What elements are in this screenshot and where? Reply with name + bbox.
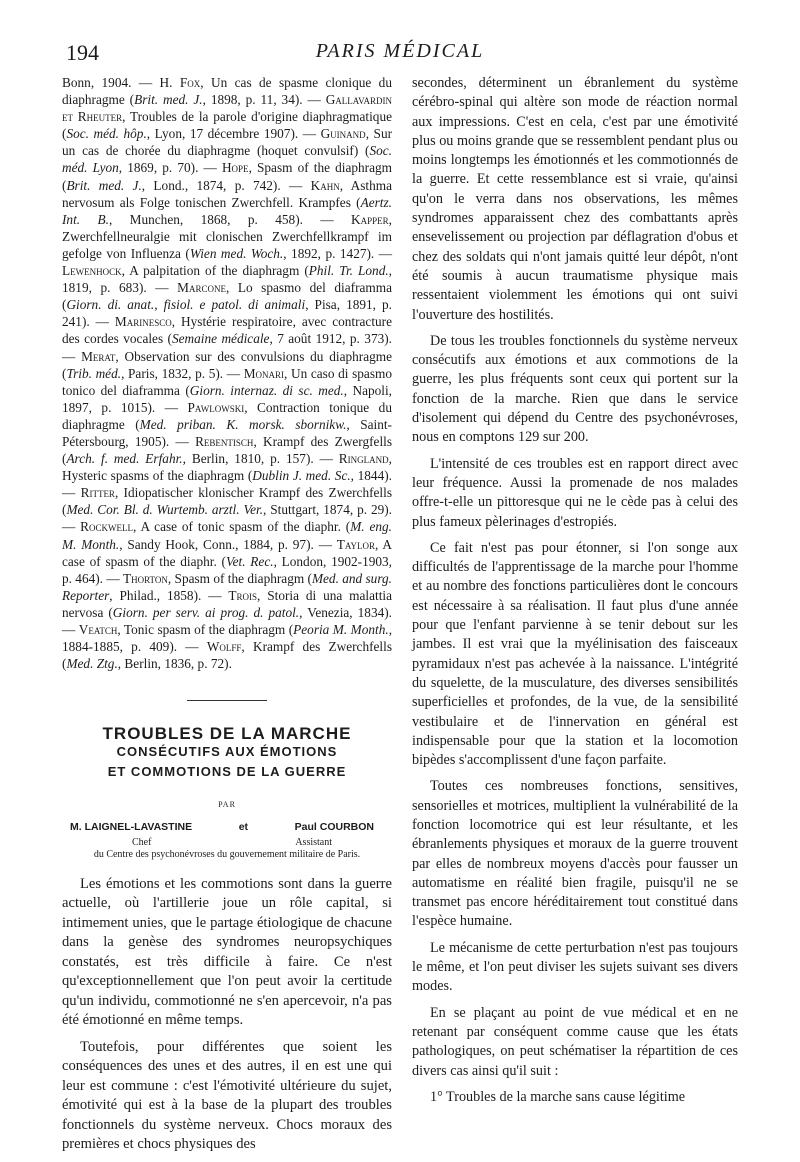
reference-text: , Stuttgart, 1874, p. 29). — <box>62 502 392 535</box>
author-2: Paul COURBON <box>294 821 374 834</box>
reference-journal: Arch. f. med. Erfahr. <box>66 451 183 467</box>
reference-text: , Lond., 1874, p. 742). — <box>141 177 311 193</box>
reference-text: , Tonic spasm of the diaphragm ( <box>117 622 294 637</box>
reference-text: , London, 1902-1903, p. 464). — <box>62 553 393 586</box>
reference-entry <box>66 451 338 466</box>
reference-journal: Brit. med. J. <box>66 177 142 193</box>
reference-author: Gallavardin et Rheuter <box>62 92 392 125</box>
body-paragraph: De tous les troubles fonctionnels du système nerveux consécutifs aux émotions et aux commotions de la guerre, les plus fréquents sont ceux qui portent sur la fonction de la marche. Rien que dans le service d'isolement qui dépend du Centre des psychonévroses, nous en comptons 129 sur 200. <box>412 332 738 446</box>
reference-journal: Med. Ztg. <box>66 656 118 672</box>
reference-text: , Idiopatischer klonischer Krampf des Zwerchfells ( <box>62 485 393 518</box>
body-paragraph: 1° Troubles de la marche sans cause légitime <box>430 1088 686 1105</box>
reference-entry <box>66 178 310 193</box>
right-column <box>412 74 738 1114</box>
reference-text: , Sur un cas de chorée du diaphragme (hoquet convulsif) ( <box>62 126 393 159</box>
reference-text: , 1898, p. 11, 34). — <box>202 92 326 108</box>
reference-author: Marcone <box>177 280 226 296</box>
reference-text: , Pisa, 1891, p. 241). — <box>62 297 392 330</box>
reference-journal: Vet. Rec. <box>225 553 274 569</box>
reference-entry <box>62 263 309 278</box>
reference-text: , 1844). — <box>62 468 392 501</box>
reference-author: Marinesco <box>114 314 172 330</box>
author-conjunction: et <box>238 821 249 834</box>
reference-text: , Saint-Pétersbourg, 1905). — <box>62 416 392 449</box>
section-divider <box>187 700 267 701</box>
reference-author: Trois <box>228 587 258 603</box>
reference-text: , Un cas de spasme clonique du diaphragme ( <box>62 75 392 108</box>
reference-text: , 1819, p. 683). — <box>62 263 392 296</box>
reference-text: , Spasm of the diaphragm ( <box>167 570 312 586</box>
reference-journal: Aertz. Int. B. <box>62 194 392 227</box>
reference-text: , 1869, p. 70). — <box>118 160 222 176</box>
author-2-role: Assistant <box>295 836 332 848</box>
reference-text: , Un caso di spasmo tonico del diaframma ( <box>62 365 393 398</box>
reference-entry <box>79 622 293 637</box>
reference-text: , Sandy Hook, Conn., 1884, p. 97). — <box>119 536 337 552</box>
reference-author: Ritter <box>80 485 115 501</box>
reference-journal: Med. Cor. Bl. d. Wurtemb. arztl. Ver. <box>66 502 264 518</box>
authors-line <box>62 819 392 836</box>
reference-entry <box>123 571 312 586</box>
reference-text: , 1892, p. 1427). — <box>283 245 393 261</box>
reference-text: , Asthma nervosum als Folge tonischen Zwerchfell. Krampfes ( <box>62 177 393 210</box>
reference-journal: Giorn. per serv. ai prog. d. patol. <box>112 604 300 620</box>
reference-entry <box>66 366 243 381</box>
reference-author: Merat <box>81 348 116 364</box>
reference-text: , 7 août 1912, p. 373). — <box>62 331 392 364</box>
reference-author: Taylor <box>336 536 376 552</box>
reference-journal: Soc. méd. hôp. <box>66 126 147 142</box>
author-affiliation: du Centre des psychonévroses du gouvernement militaire de Paris. <box>93 848 361 860</box>
reference-author: Lewenhock <box>62 263 122 279</box>
reference-text: , Hystérie respiratoire, avec contracture des cordes vocales ( <box>62 314 392 347</box>
reference-journal: Semaine médicale <box>171 331 270 347</box>
reference-text: , Krampf des Zwergfells ( <box>62 433 393 467</box>
reference-author: Rebentisch <box>195 433 254 449</box>
reference-text: , Contraction tonique du diaphragme ( <box>62 399 392 432</box>
reference-journal: M. eng. M. Month. <box>62 519 392 552</box>
page-header <box>62 40 738 74</box>
reference-journal: Med. priban. K. morsk. sbornikw. <box>139 416 347 432</box>
reference-entry <box>80 519 350 534</box>
article-subtitle-line-2: ET COMMOTIONS DE LA GUERRE <box>107 764 347 780</box>
reference-entry <box>66 656 231 671</box>
reference-author: Kahn <box>310 177 340 193</box>
byline-par: PAR <box>218 800 236 810</box>
reference-journal: Brit. med. J. <box>134 92 203 108</box>
reference-text: , Paris, 1832, p. 5). — <box>121 365 244 381</box>
body-paragraph: Toutefois, pour différentes que soient les conséquences des unes et des autres, il en est une qui leur est commune : c'est l'émotivité ultérieure du sujet, émotivité qui est à la base de la plupart des troubles fonctionnels du système nerveux. Chocs moraux des premières et chocs physiques des <box>62 1038 392 1153</box>
reference-author: Ringland <box>338 451 389 467</box>
reference-text: , Krampf des Zwerchfells ( <box>62 639 392 672</box>
running-head: PARIS MÉDICAL <box>315 40 485 62</box>
reference-author: Veatch <box>78 622 118 637</box>
left-column <box>62 74 392 1162</box>
page-number: 194 <box>66 40 99 65</box>
reference-author: Rockwell <box>80 519 134 535</box>
reference-author: Pawlowski <box>187 399 245 415</box>
reference-author: Guinand <box>320 126 366 142</box>
author-1-role: Chef <box>132 836 152 848</box>
reference-text: , A palpitation of the diaphragm ( <box>121 263 309 279</box>
reference-journal: Wien med. Woch. <box>189 245 284 261</box>
reference-text: , Munchen, 1868, p. 458). — <box>108 211 352 227</box>
reference-text: , Storia di una malattia nervosa ( <box>62 587 392 620</box>
reference-author: Wolff <box>206 639 242 655</box>
body-paragraph: Ce fait n'est pas pour étonner, si l'on songe aux difficultés de l'apprentissage de la marche pour l'homme et au nombre des fonctions particulières dont le concours est nécessaire à sa réalisation. Il faut plus d'une année pour que l'enfant parvienne à se tenir debout sur les jambes. Il est vrai que la myélinisation des faisceaux pyramidaux n'est pas achevée à la naissance. L'intégrité du squelette, de la musculature, des diverses sensibilités superficielles et profondes, de la vue, de la sensibilité vestibulaire et de l'innervation en général est indispensable pour que la station et la locomotion bipèdes s'accomplissent d'une façon parfaite. <box>412 539 738 769</box>
reference-text: , Lo spasmo del diaframma ( <box>62 280 392 313</box>
reference-author: Kapper <box>351 211 389 227</box>
reference-entry <box>190 246 392 261</box>
author-roles <box>62 837 392 849</box>
reference-text: , Observation sur des convulsions du diaphragme ( <box>62 348 393 381</box>
reference-journal: Soc. méd. Lyon <box>62 143 392 176</box>
reference-text: , A case of spasm of the diaphr. ( <box>62 536 393 569</box>
body-paragraph: Le mécanisme de cette perturbation n'est pas toujours le même, et l'on peut diviser les sujets suivant ses divers modes. <box>412 939 738 995</box>
body-paragraph: Toutes ces nombreuses fonctions, sensitives, sensorielles et motrices, multiplient la vulnérabilité de la fonction locomotrice qui est leur résultante, et les ébranlements physiques et moraux de la guerre trouvent par elles de nombreux moyens d'accès pour fausser un automatisme en réalité bien fragile, puisqu'il ne se transmet pas encore héréditairement tout constitué dans l'espèce humaine. <box>412 778 738 930</box>
reference-journal: Med. and surg. Reporter <box>62 570 392 603</box>
reference-journal: Giorn. di. anat., fisiol. e patol. di animali <box>66 297 306 313</box>
reference-author: H. Fox <box>159 75 201 90</box>
reference-journal: Peoria M. Month. <box>293 622 389 637</box>
reference-entry <box>62 75 160 90</box>
body-paragraph: Les émotions et les commotions sont dans la guerre actuelle, où l'artillerie joue un rôle capital, si intimement unies, que le partage étiologique de chacune dans la genèse des syndromes neuropsychiques constatés, est très difficile à faire. Ce n'est qu'exceptionnellement que l'on peut avoir la certitude qu'un individu, commotionné ne s'en apercevoir, n'a pas été émotionné en même temps. <box>62 875 392 1029</box>
reference-journal: Trib. méd. <box>66 365 122 381</box>
reference-text: Bonn, 1904. — <box>62 75 160 90</box>
reference-author: Thorton <box>122 570 168 586</box>
reference-journal: Giorn. internaz. di sc. med. <box>189 382 344 398</box>
reference-text: , Zwerchfellneuralgie mit clonischen Zwerchfellkrampf im gefolge von Influenza ( <box>62 211 392 261</box>
reference-text: , Lyon, 17 décembre 1907). — <box>146 126 321 142</box>
reference-author: Hope <box>221 160 249 176</box>
body-paragraph: L'intensité de ces troubles est en rapport direct avec leur fréquence. Aussi la promenade de nos malades offre-t-elle un pittoresque qui ne le cède pas à celui des plus fameux pèlerinages d'estropiés. <box>412 455 738 530</box>
reference-text: , Napoli, 1897, p. 1015). — <box>62 382 392 415</box>
article-title: TROUBLES DE LA MARCHE <box>102 724 352 744</box>
reference-entry <box>66 126 320 141</box>
body-paragraph: En se plaçant au point de vue médical et en ne retenant par conséquent comme cause que les états pathologiques, on peut schématiser la répartition de ces divers cas ainsi qu'il suit : <box>412 1004 738 1079</box>
reference-text: , Troubles de la parole d'origine diaphragmatique ( <box>62 109 392 142</box>
reference-text: , Spasm of the diaphragm ( <box>62 160 392 193</box>
reference-text: , A case of tonic spasm of the diaphr. ( <box>133 519 351 535</box>
author-1: M. LAIGNEL-LAVASTINE <box>70 821 193 834</box>
reference-text: , Hysteric spasms of the diaphragm ( <box>62 451 392 484</box>
reference-text: , Berlin, 1810, p. 157). — <box>182 451 339 467</box>
reference-journal: Dublin J. med. Sc. <box>252 468 351 484</box>
bibliography-references <box>62 74 392 672</box>
reference-text: , 1884-1885, p. 409). — <box>62 622 393 655</box>
reference-journal: Phil. Tr. Lond. <box>308 263 389 279</box>
article-subtitle-line-1: CONSÉCUTIFS AUX ÉMOTIONS <box>116 744 338 760</box>
reference-author: Monari <box>243 365 285 381</box>
body-paragraph: secondes, déterminent un ébranlement du système cérébro-spinal qui altère son mode de réaction normal aux impressions. C'est en cela, c'est par une émotivité plus ou moins grande que se ressemblent pendant plus ou moins longtemps les émotionnés et les commotionnés de la guerre. Et cette ressemblance est si vraie, qu'ainsi qu'on le verra dans nos observations, les mêmes syndromes apparaissent chez des combattants après ensevelissement ou projection par déflagration d'obus et chez des soldats qui n'ont jamais quitté leur dépôt, n'ont été soumis à aucun traumatisme physique mais ressentaient violemment les émotions qui ont suivi l'ouverture des hostilités. <box>412 75 738 323</box>
reference-entry <box>134 92 326 107</box>
reference-text: , Venezia, 1834). — <box>62 604 392 637</box>
reference-text: , Berlin, 1836, p. 72). <box>117 656 232 672</box>
reference-text: , Philad., 1858). — <box>109 587 229 603</box>
